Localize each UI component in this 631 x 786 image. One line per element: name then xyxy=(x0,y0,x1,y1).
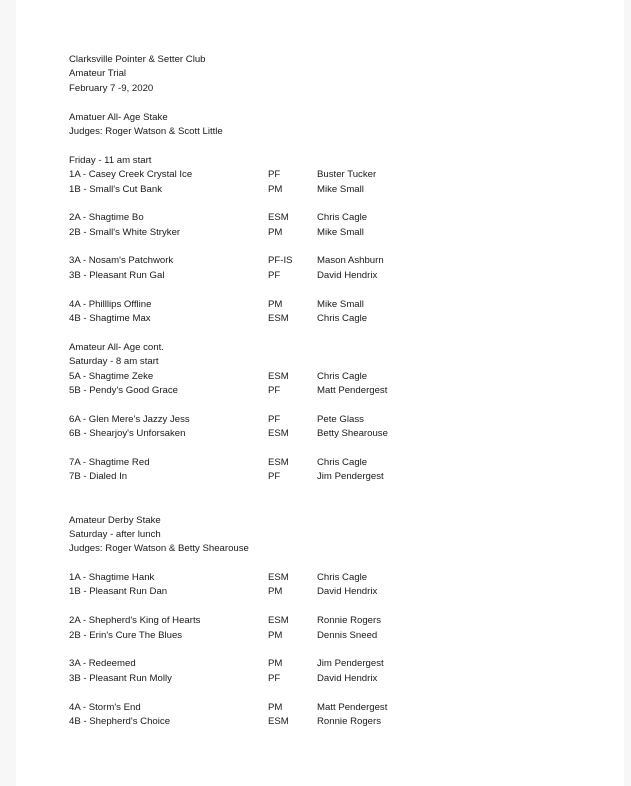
breed-code: ESM xyxy=(268,313,289,325)
spacer xyxy=(69,442,609,456)
club-name: Clarksville Pointer & Setter Club xyxy=(69,54,206,65)
breed-code: PM xyxy=(268,298,283,310)
saturday-braces xyxy=(69,370,609,500)
breed-code: PM xyxy=(268,183,283,195)
handler-name: David Hendrix xyxy=(317,586,378,598)
derby-braces xyxy=(69,571,609,744)
dog-name: 1A - Casey Creek Crystal Ice xyxy=(69,169,193,181)
handler-name: Matt Pendergest xyxy=(317,701,388,713)
breed-code: ESM xyxy=(268,715,289,727)
dog-name: 4B - Shagtime Max xyxy=(69,313,151,325)
breed-code: ESM xyxy=(268,456,289,468)
handler-name: David Hendrix xyxy=(317,269,378,281)
spacer xyxy=(69,240,609,254)
breed-code: PM xyxy=(268,701,283,713)
dog-name: 1B - Small's Cut Bank xyxy=(69,183,163,195)
brace-entry xyxy=(69,585,609,599)
brace-entry xyxy=(69,211,609,225)
brace-entry xyxy=(69,427,609,441)
dog-name: 3B - Pleasant Run Gal xyxy=(69,269,165,281)
brace-entry xyxy=(69,254,609,268)
brace-entry xyxy=(69,629,609,643)
dog-name: 5B - Pendy's Good Grace xyxy=(69,384,179,396)
dog-name: 6A - Glen Mere's Jazzy Jess xyxy=(69,413,190,425)
trial-dates: February 7 -9, 2020 xyxy=(69,82,154,94)
spacer xyxy=(69,686,609,700)
all-age-judges: Judges: Roger Watson & Scott Little xyxy=(69,125,223,137)
handler-name: Buster Tucker xyxy=(317,169,377,181)
derby-title: Amateur Derby Stake xyxy=(69,514,161,526)
brace-entry xyxy=(69,413,609,427)
dog-name: 3B - Pleasant Run Molly xyxy=(69,672,172,684)
spacer xyxy=(69,139,609,153)
friday-braces xyxy=(69,168,609,341)
breed-code: PF xyxy=(268,471,281,483)
breed-code: PM xyxy=(268,629,283,641)
handler-name: Jim Pendergest xyxy=(317,658,384,670)
breed-code: ESM xyxy=(268,370,289,382)
handler-name: Chris Cagle xyxy=(317,370,368,382)
dog-name: 5A - Shagtime Zeke xyxy=(69,370,154,382)
spacer xyxy=(69,499,609,513)
handler-name: Chris Cagle xyxy=(317,572,368,584)
handler-name: Jim Pendergest xyxy=(317,471,384,483)
spacer xyxy=(69,600,609,614)
all-age-cont-title: Amateur All- Age cont. xyxy=(69,341,164,353)
brace-entry xyxy=(69,470,609,484)
spacer xyxy=(69,729,609,743)
spacer xyxy=(69,557,609,571)
brace-entry xyxy=(69,312,609,326)
spacer xyxy=(69,197,609,211)
trial-name: Amateur Trial xyxy=(69,68,127,80)
handler-name: Betty Shearouse xyxy=(317,428,388,440)
brace-entry xyxy=(69,571,609,585)
handler-name: Mike Small xyxy=(317,183,364,195)
brace-entry xyxy=(69,269,609,283)
breed-code: PM xyxy=(268,226,283,238)
dog-name: 4B - Shepherd's Choice xyxy=(69,715,171,727)
handler-name: Pete Glass xyxy=(317,413,364,425)
all-age-title: Amatuer All- Age Stake xyxy=(69,111,168,123)
dog-name: 3A - Redeemed xyxy=(69,658,136,670)
handler-name: Dennis Sneed xyxy=(317,629,378,641)
handler-name: Chris Cagle xyxy=(317,212,368,224)
handler-name: Chris Cagle xyxy=(317,456,368,468)
brace-entry xyxy=(69,384,609,398)
spacer xyxy=(69,643,609,657)
dog-name: 7A - Shagtime Red xyxy=(69,456,150,468)
breed-code: PF xyxy=(268,413,281,425)
dog-name: 2B - Small's White Stryker xyxy=(69,226,181,238)
spacer xyxy=(69,326,609,340)
handler-name: Mike Small xyxy=(317,226,364,238)
brace-entry xyxy=(69,168,609,182)
derby-judges: Judges: Roger Watson & Betty Shearouse xyxy=(69,543,249,555)
dog-name: 3A - Nosam's Patchwork xyxy=(69,255,174,267)
brace-entry xyxy=(69,672,609,686)
dog-name: 4A - Philllips Offline xyxy=(69,298,152,310)
breed-code: PF xyxy=(268,169,281,181)
breed-code: ESM xyxy=(268,212,289,224)
dog-name: 6B - Shearjoy's Unforsaken xyxy=(69,428,186,440)
document-page xyxy=(16,0,624,786)
spacer xyxy=(69,485,609,499)
brace-entry xyxy=(69,183,609,197)
breed-code: ESM xyxy=(268,615,289,627)
breed-code: ESM xyxy=(268,572,289,584)
handler-name: Mike Small xyxy=(317,298,364,310)
dog-name: 4A - Storm's End xyxy=(69,701,141,713)
breed-code: PF xyxy=(268,672,281,684)
dog-name: 1A - Shagtime Hank xyxy=(69,572,155,584)
breed-code: PF xyxy=(268,269,281,281)
handler-name: Ronnie Rogers xyxy=(317,615,381,627)
handler-name: Ronnie Rogers xyxy=(317,715,381,727)
dog-name: 2A - Shepherd's King of Hearts xyxy=(69,615,201,627)
breed-code: PF-IS xyxy=(268,255,293,267)
handler-name: Chris Cagle xyxy=(317,313,368,325)
dog-name: 1B - Pleasant Run Dan xyxy=(69,586,168,598)
brace-entry xyxy=(69,701,609,715)
spacer xyxy=(69,96,609,110)
spacer xyxy=(69,283,609,297)
derby-start: Saturday - after lunch xyxy=(69,528,161,540)
dog-name: 2B - Erin's Cure The Blues xyxy=(69,629,183,641)
brace-entry xyxy=(69,456,609,470)
breed-code: ESM xyxy=(268,428,289,440)
spacer xyxy=(69,398,609,412)
dog-name: 2A - Shagtime Bo xyxy=(69,212,144,224)
handler-name: Mason Ashburn xyxy=(317,255,384,267)
brace-entry xyxy=(69,715,609,729)
handler-name: David Hendrix xyxy=(317,672,378,684)
brace-entry xyxy=(69,614,609,628)
saturday-start: Saturday - 8 am start xyxy=(69,356,159,368)
brace-entry xyxy=(69,298,609,312)
breed-code: PF xyxy=(268,384,281,396)
document-content xyxy=(69,53,609,744)
brace-entry xyxy=(69,226,609,240)
brace-entry xyxy=(69,370,609,384)
breed-code: PM xyxy=(268,658,283,670)
friday-start: Friday - 11 am start xyxy=(69,154,152,166)
handler-name: Matt Pendergest xyxy=(317,384,388,396)
dog-name: 7B - Dialed In xyxy=(69,471,128,483)
brace-entry xyxy=(69,657,609,671)
breed-code: PM xyxy=(268,586,283,598)
